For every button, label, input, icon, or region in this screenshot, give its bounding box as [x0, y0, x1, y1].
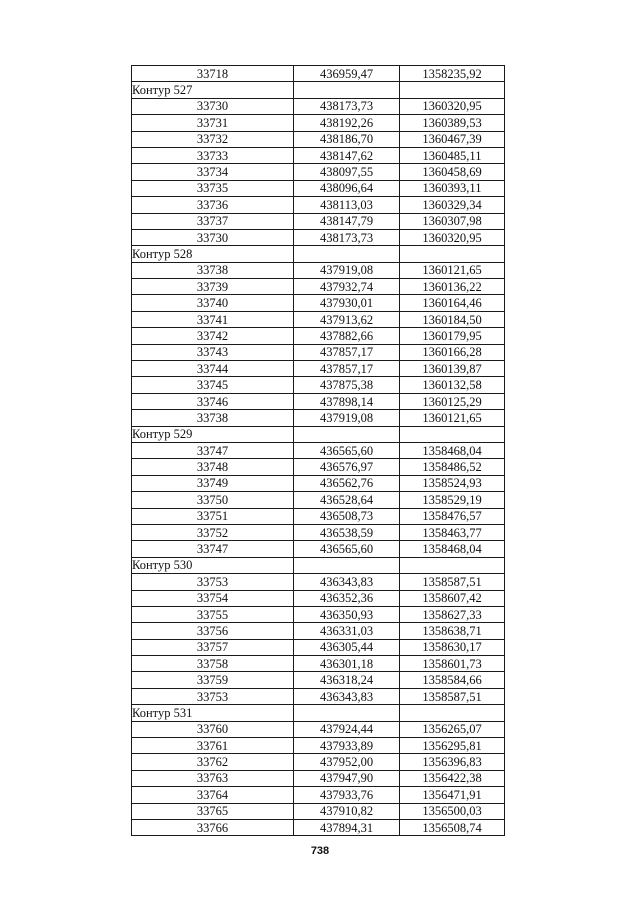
point-id: 33752: [132, 524, 294, 540]
table-row: [132, 180, 505, 196]
empty-cell: [294, 82, 400, 98]
table-row: [132, 656, 505, 672]
empty-cell: [294, 705, 400, 721]
y-coordinate: 1360307,98: [400, 213, 505, 229]
x-coordinate: 436343,83: [294, 688, 400, 704]
y-coordinate: 1358468,04: [400, 442, 505, 458]
table-row: [132, 574, 505, 590]
y-coordinate: 1358638,71: [400, 623, 505, 639]
table-row: [132, 410, 505, 426]
x-coordinate: 437882,66: [294, 328, 400, 344]
y-coordinate: 1358584,66: [400, 672, 505, 688]
point-id: 33761: [132, 738, 294, 754]
x-coordinate: 436331,03: [294, 623, 400, 639]
y-coordinate: 1356295,81: [400, 738, 505, 754]
table-row: [132, 328, 505, 344]
empty-cell: [400, 557, 505, 573]
point-id: 33731: [132, 115, 294, 131]
empty-cell: [294, 426, 400, 442]
y-coordinate: 1360132,58: [400, 377, 505, 393]
table-row: [132, 229, 505, 245]
x-coordinate: 436562,76: [294, 475, 400, 491]
point-id: 33736: [132, 197, 294, 213]
point-id: 33738: [132, 410, 294, 426]
table-row: [132, 164, 505, 180]
y-coordinate: 1358235,92: [400, 66, 505, 82]
point-id: 33735: [132, 180, 294, 196]
page-number: 738: [310, 845, 330, 857]
point-id: 33763: [132, 770, 294, 786]
point-id: 33750: [132, 492, 294, 508]
table-row: [132, 279, 505, 295]
table-row: [132, 492, 505, 508]
point-id: 33757: [132, 639, 294, 655]
y-coordinate: 1358468,04: [400, 541, 505, 557]
y-coordinate: 1360184,50: [400, 311, 505, 327]
x-coordinate: 438173,73: [294, 98, 400, 114]
x-coordinate: 438186,70: [294, 131, 400, 147]
y-coordinate: 1358587,51: [400, 688, 505, 704]
x-coordinate: 436538,59: [294, 524, 400, 540]
point-id: 33755: [132, 606, 294, 622]
x-coordinate: 437857,17: [294, 344, 400, 360]
y-coordinate: 1360139,87: [400, 361, 505, 377]
table-row: [132, 541, 505, 557]
point-id: 33743: [132, 344, 294, 360]
x-coordinate: 438192,26: [294, 115, 400, 131]
point-id: 33734: [132, 164, 294, 180]
x-coordinate: 437930,01: [294, 295, 400, 311]
x-coordinate: 437910,82: [294, 803, 400, 819]
contour-label: Контур 528: [132, 246, 294, 262]
table-row: [132, 262, 505, 278]
point-id: 33766: [132, 819, 294, 835]
table-row: [132, 344, 505, 360]
point-id: 33749: [132, 475, 294, 491]
point-id: 33759: [132, 672, 294, 688]
table-row: [132, 393, 505, 409]
y-coordinate: 1360458,69: [400, 164, 505, 180]
y-coordinate: 1356471,91: [400, 787, 505, 803]
x-coordinate: 437875,38: [294, 377, 400, 393]
y-coordinate: 1360164,46: [400, 295, 505, 311]
y-coordinate: 1356422,38: [400, 770, 505, 786]
x-coordinate: 436565,60: [294, 442, 400, 458]
y-coordinate: 1358463,77: [400, 524, 505, 540]
empty-cell: [400, 426, 505, 442]
y-coordinate: 1356508,74: [400, 819, 505, 835]
x-coordinate: 437933,76: [294, 787, 400, 803]
empty-cell: [400, 246, 505, 262]
point-id: 33756: [132, 623, 294, 639]
point-id: 33754: [132, 590, 294, 606]
x-coordinate: 436528,64: [294, 492, 400, 508]
x-coordinate: 436301,18: [294, 656, 400, 672]
y-coordinate: 1360389,53: [400, 115, 505, 131]
x-coordinate: 437913,62: [294, 311, 400, 327]
point-id: 33753: [132, 688, 294, 704]
point-id: 33730: [132, 229, 294, 245]
table-row: [132, 442, 505, 458]
x-coordinate: 436959,47: [294, 66, 400, 82]
x-coordinate: 436350,93: [294, 606, 400, 622]
empty-cell: [294, 246, 400, 262]
table-row: [132, 361, 505, 377]
y-coordinate: 1360166,28: [400, 344, 505, 360]
contour-header-row: [132, 246, 505, 262]
y-coordinate: 1358630,17: [400, 639, 505, 655]
y-coordinate: 1356265,07: [400, 721, 505, 737]
y-coordinate: 1358601,73: [400, 656, 505, 672]
point-id: 33733: [132, 147, 294, 163]
contour-header-row: [132, 557, 505, 573]
x-coordinate: 437933,89: [294, 738, 400, 754]
empty-cell: [400, 82, 505, 98]
table-row: [132, 524, 505, 540]
x-coordinate: 436352,36: [294, 590, 400, 606]
table-row: [132, 672, 505, 688]
point-id: 33742: [132, 328, 294, 344]
y-coordinate: 1358627,33: [400, 606, 505, 622]
y-coordinate: 1360136,22: [400, 279, 505, 295]
table-row: [132, 311, 505, 327]
contour-label: Контур 527: [132, 82, 294, 98]
point-id: 33753: [132, 574, 294, 590]
table-row: [132, 508, 505, 524]
point-id: 33741: [132, 311, 294, 327]
y-coordinate: 1360467,39: [400, 131, 505, 147]
table-row: [132, 590, 505, 606]
contour-label: Контур 530: [132, 557, 294, 573]
x-coordinate: 436343,83: [294, 574, 400, 590]
point-id: 33762: [132, 754, 294, 770]
y-coordinate: 1360125,29: [400, 393, 505, 409]
table-row: [132, 738, 505, 754]
y-coordinate: 1360320,95: [400, 98, 505, 114]
y-coordinate: 1356396,83: [400, 754, 505, 770]
x-coordinate: 437924,44: [294, 721, 400, 737]
x-coordinate: 437952,00: [294, 754, 400, 770]
x-coordinate: 437919,08: [294, 262, 400, 278]
y-coordinate: 1360485,11: [400, 147, 505, 163]
x-coordinate: 438096,64: [294, 180, 400, 196]
contour-header-row: [132, 82, 505, 98]
y-coordinate: 1358486,52: [400, 459, 505, 475]
table-row: [132, 475, 505, 491]
table-row: [132, 459, 505, 475]
y-coordinate: 1358524,93: [400, 475, 505, 491]
table-row: [132, 213, 505, 229]
x-coordinate: 437857,17: [294, 361, 400, 377]
table-row: [132, 98, 505, 114]
table-row: [132, 803, 505, 819]
y-coordinate: 1358587,51: [400, 574, 505, 590]
table-row: [132, 115, 505, 131]
y-coordinate: 1360121,65: [400, 262, 505, 278]
x-coordinate: 437894,31: [294, 819, 400, 835]
x-coordinate: 436508,73: [294, 508, 400, 524]
x-coordinate: 438147,62: [294, 147, 400, 163]
point-id: 33764: [132, 787, 294, 803]
table-row: [132, 377, 505, 393]
table-row: [132, 606, 505, 622]
point-id: 33745: [132, 377, 294, 393]
table-row: [132, 147, 505, 163]
table-row: [132, 66, 505, 82]
table-row: [132, 639, 505, 655]
table-row: [132, 197, 505, 213]
point-id: 33740: [132, 295, 294, 311]
coordinates-table-body: [132, 66, 505, 836]
point-id: 33739: [132, 279, 294, 295]
y-coordinate: 1360329,34: [400, 197, 505, 213]
point-id: 33765: [132, 803, 294, 819]
point-id: 33730: [132, 98, 294, 114]
x-coordinate: 437898,14: [294, 393, 400, 409]
point-id: 33732: [132, 131, 294, 147]
point-id: 33748: [132, 459, 294, 475]
y-coordinate: 1360393,11: [400, 180, 505, 196]
point-id: 33746: [132, 393, 294, 409]
x-coordinate: 436318,24: [294, 672, 400, 688]
x-coordinate: 437947,90: [294, 770, 400, 786]
contour-header-row: [132, 426, 505, 442]
y-coordinate: 1360121,65: [400, 410, 505, 426]
point-id: 33758: [132, 656, 294, 672]
table-row: [132, 787, 505, 803]
empty-cell: [294, 557, 400, 573]
table-row: [132, 770, 505, 786]
point-id: 33737: [132, 213, 294, 229]
y-coordinate: 1360320,95: [400, 229, 505, 245]
x-coordinate: 438097,55: [294, 164, 400, 180]
table-row: [132, 688, 505, 704]
y-coordinate: 1358476,57: [400, 508, 505, 524]
contour-label: Контур 531: [132, 705, 294, 721]
point-id: 33747: [132, 541, 294, 557]
contour-label: Контур 529: [132, 426, 294, 442]
x-coordinate: 438147,79: [294, 213, 400, 229]
point-id: 33760: [132, 721, 294, 737]
x-coordinate: 437932,74: [294, 279, 400, 295]
coordinates-table: [131, 65, 505, 836]
point-id: 33738: [132, 262, 294, 278]
x-coordinate: 438173,73: [294, 229, 400, 245]
table-row: [132, 754, 505, 770]
empty-cell: [400, 705, 505, 721]
table-row: [132, 819, 505, 835]
point-id: 33718: [132, 66, 294, 82]
table-row: [132, 131, 505, 147]
x-coordinate: 436576,97: [294, 459, 400, 475]
y-coordinate: 1356500,03: [400, 803, 505, 819]
x-coordinate: 438113,03: [294, 197, 400, 213]
y-coordinate: 1358529,19: [400, 492, 505, 508]
point-id: 33747: [132, 442, 294, 458]
x-coordinate: 437919,08: [294, 410, 400, 426]
x-coordinate: 436565,60: [294, 541, 400, 557]
x-coordinate: 436305,44: [294, 639, 400, 655]
y-coordinate: 1358607,42: [400, 590, 505, 606]
table-row: [132, 721, 505, 737]
y-coordinate: 1360179,95: [400, 328, 505, 344]
point-id: 33751: [132, 508, 294, 524]
contour-header-row: [132, 705, 505, 721]
table-row: [132, 295, 505, 311]
point-id: 33744: [132, 361, 294, 377]
table-row: [132, 623, 505, 639]
